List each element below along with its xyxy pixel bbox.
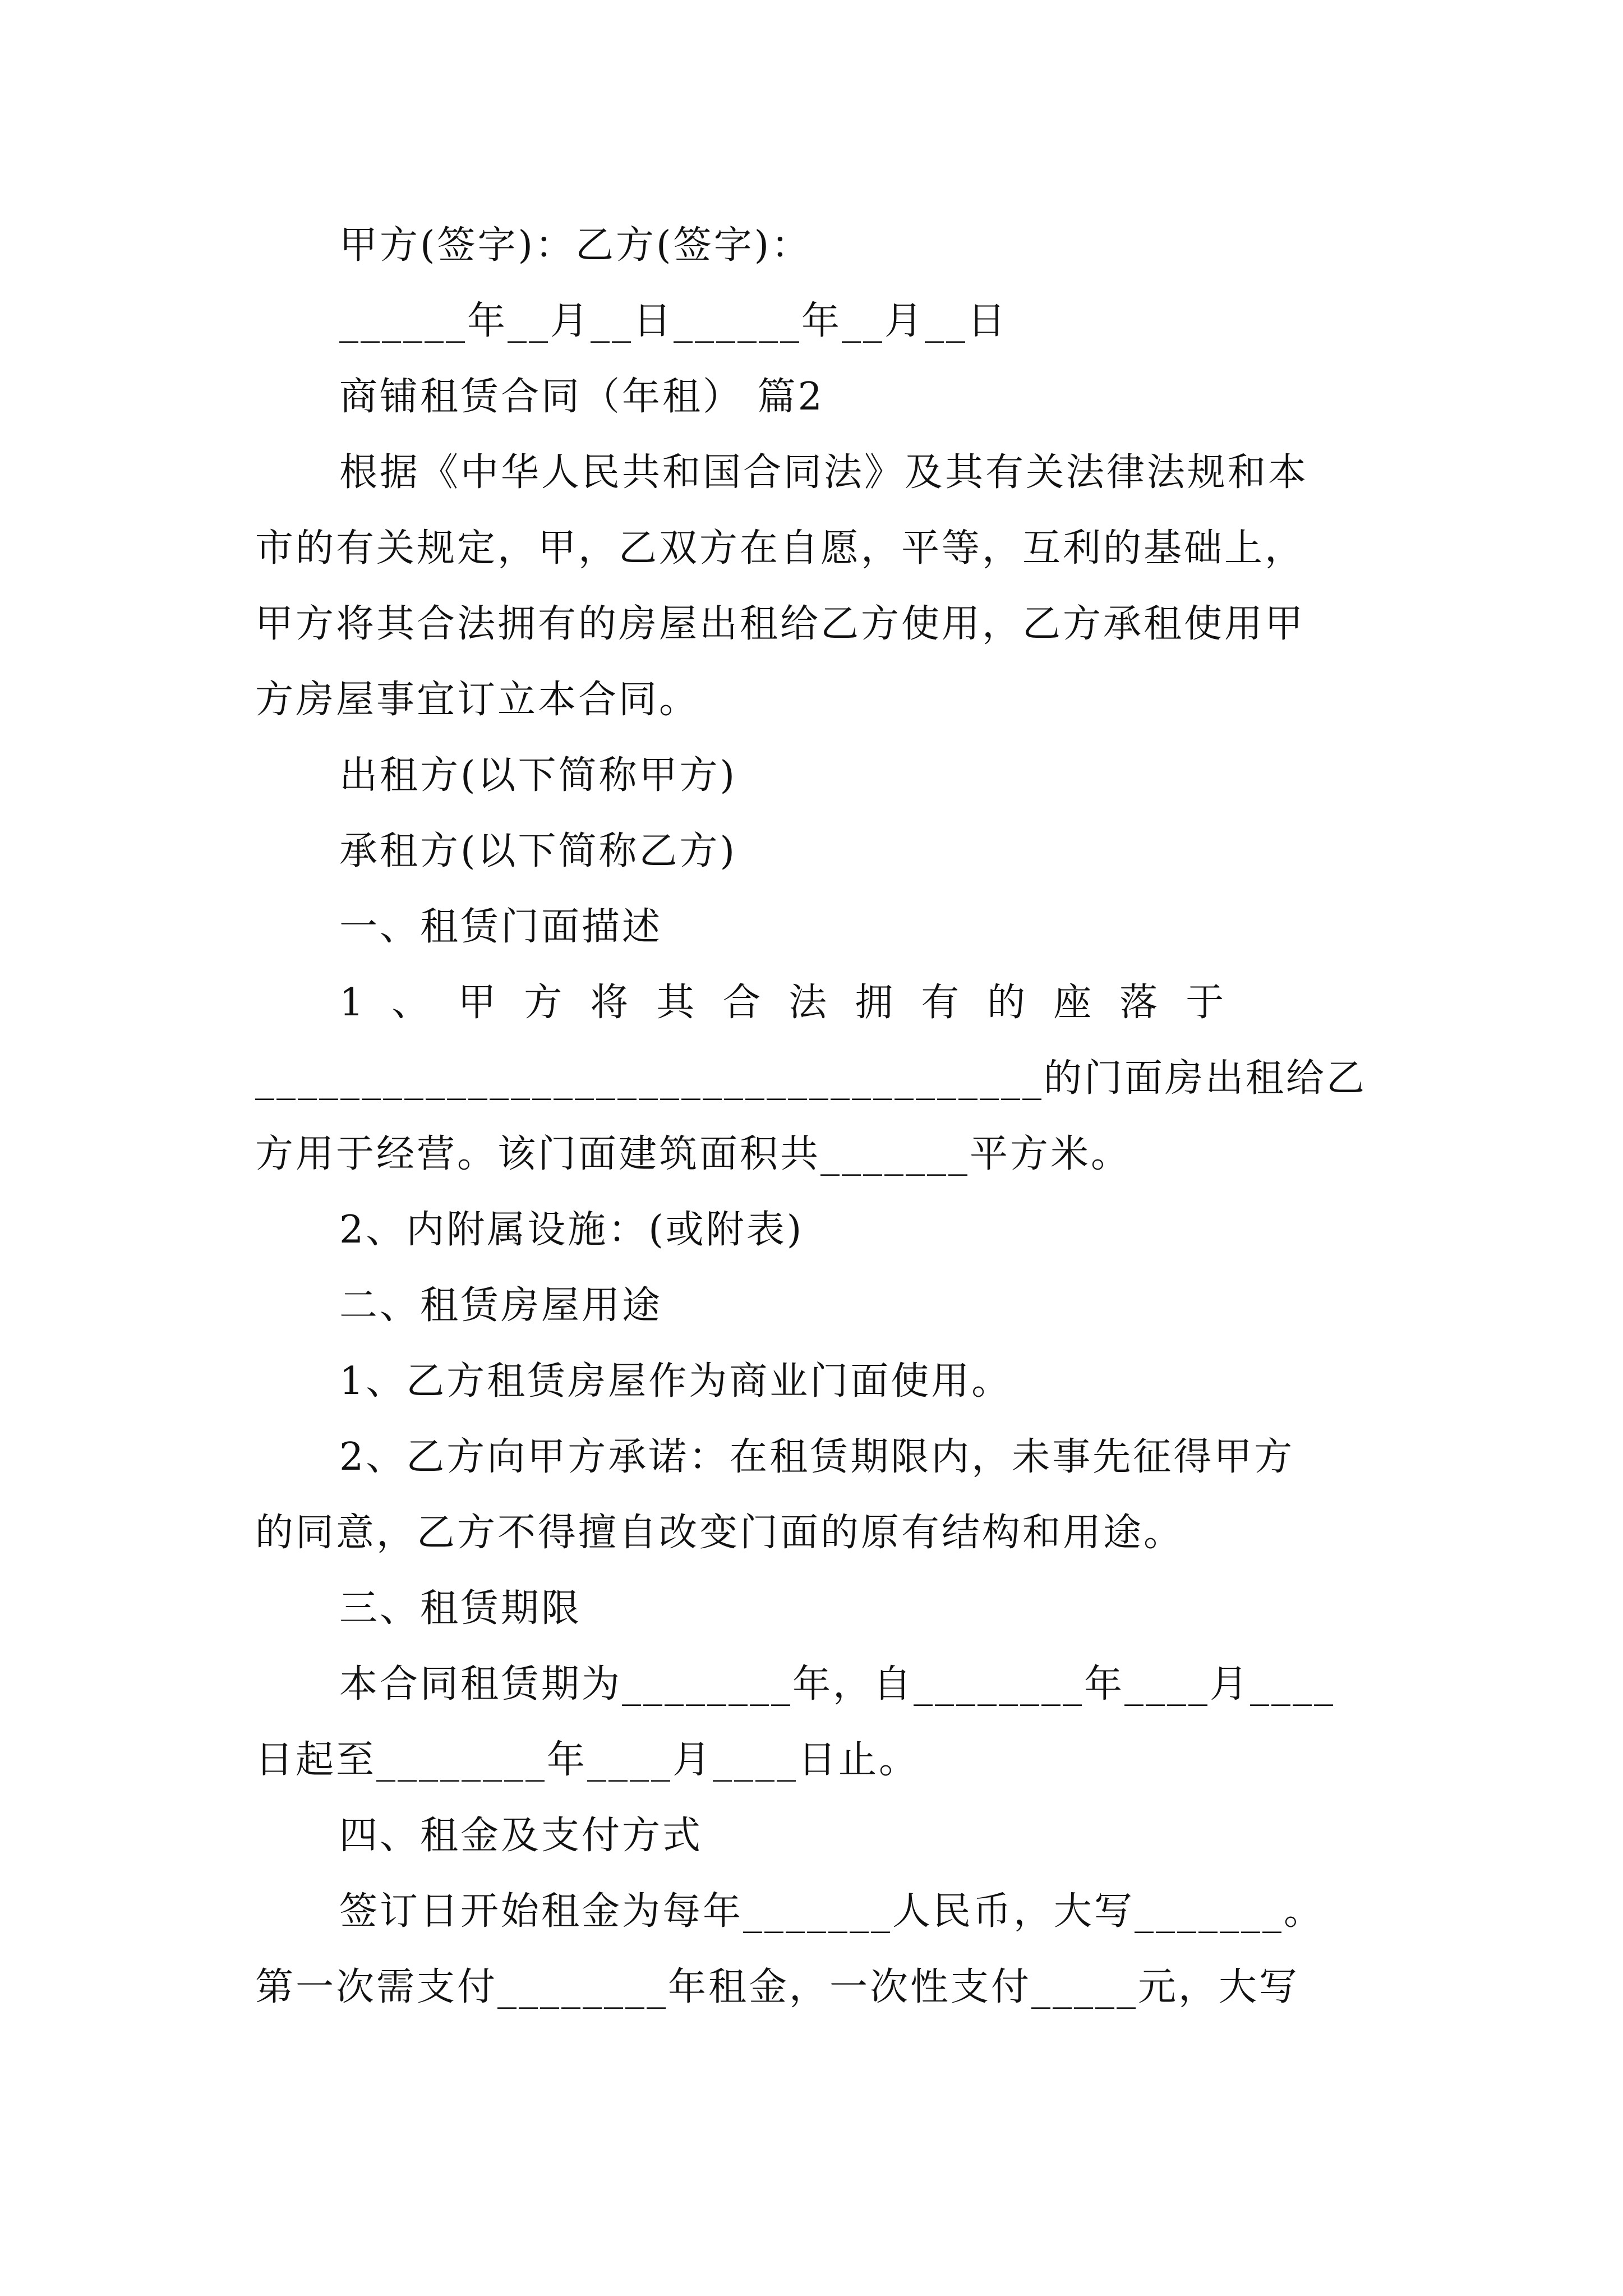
section-title: 商铺租赁合同（年租） 篇2: [339, 375, 824, 419]
paragraph-line: 2、内附属设施：(或附表): [339, 1208, 804, 1252]
party-a-line: 出租方(以下简称甲方): [339, 753, 737, 798]
paragraph-line: 本合同租赁期为________年，自________年____月____: [339, 1662, 1336, 1706]
clause-heading: 二、租赁房屋用途: [339, 1283, 663, 1328]
document-body: [255, 208, 1382, 2025]
clause-heading: 四、租金及支付方式: [339, 1814, 703, 1858]
date-line: ______年__月__日______年__月__日: [339, 299, 1008, 343]
paragraph-line: 根据《中华人民共和国合同法》及其有关法律法规和本: [339, 450, 1309, 495]
party-b-line: 承租方(以下简称乙方): [339, 829, 737, 873]
clause-heading: 一、租赁门面描述: [339, 905, 663, 949]
paragraph-line: _____________________________________的门面房出租给乙: [255, 1056, 1367, 1101]
paragraph-line: 的同意，乙方不得擅自改变门面的原有结构和用途。: [255, 1511, 1184, 1555]
paragraph-line: 1、甲方将其合法拥有的座落于: [339, 981, 1252, 1025]
paragraph-line: 甲方将其合法拥有的房屋出租给乙方使用，乙方承租使用甲: [255, 602, 1306, 646]
paragraph-line: 2、乙方向甲方承诺：在租赁期限内，未事先征得甲方: [339, 1435, 1295, 1479]
signature-line: 甲方(签字)：乙方(签字)：: [339, 223, 812, 268]
paragraph-line: 1、乙方租赁房屋作为商业门面使用。: [339, 1359, 1012, 1404]
paragraph-line: 方房屋事宜订立本合同。: [255, 678, 700, 722]
paragraph-line: 签订日开始租金为每年_______人民币，大写_______。: [339, 1889, 1325, 1934]
paragraph-line: 市的有关规定，甲，乙双方在自愿，平等，互利的基础上，: [255, 526, 1306, 570]
paragraph-line: 方用于经营。该门面建筑面积共_______平方米。: [255, 1132, 1132, 1176]
paragraph-line: 日起至________年____月____日止。: [255, 1738, 920, 1782]
paragraph-line: 第一次需支付________年租金，一次性支付_____元，大写: [255, 1965, 1300, 2009]
clause-heading: 三、租赁期限: [339, 1586, 582, 1631]
